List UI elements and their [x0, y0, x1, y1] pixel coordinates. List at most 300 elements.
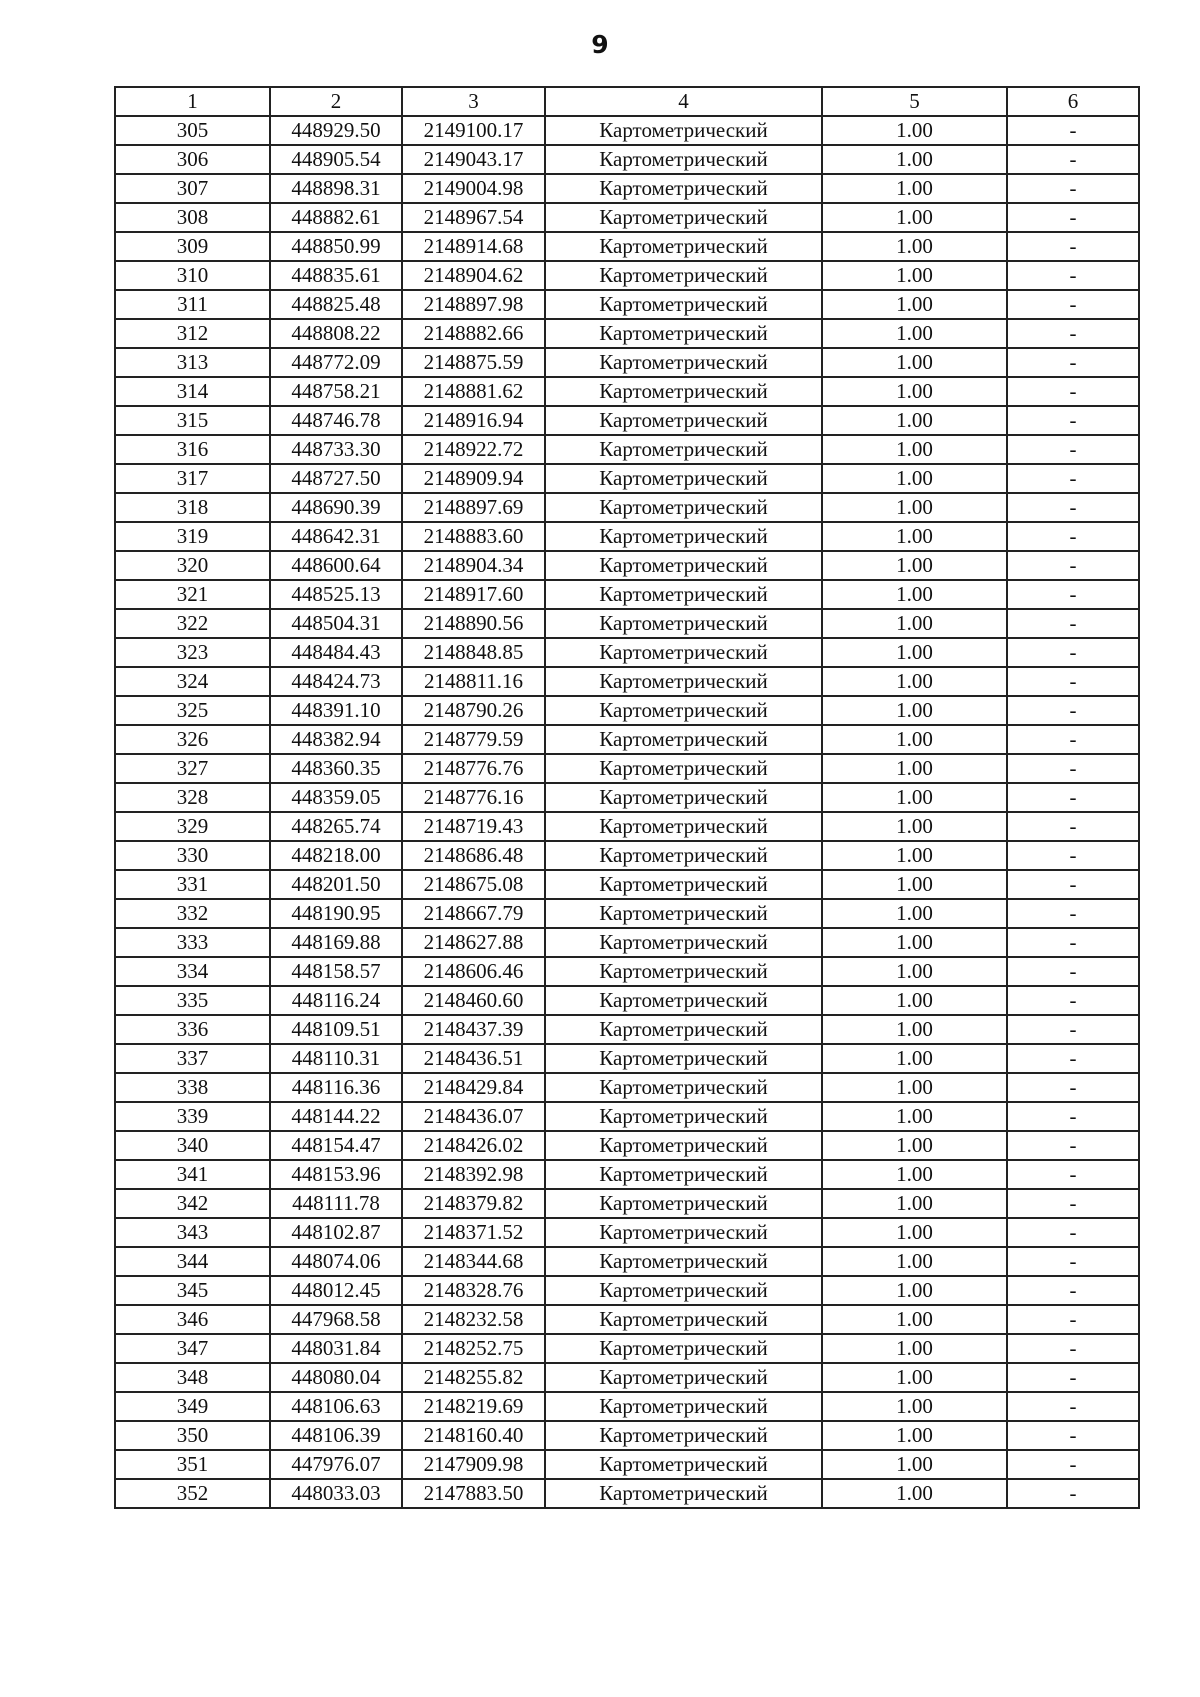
x-coordinate-cell: 448144.22 — [270, 1102, 402, 1131]
x-coordinate-cell: 448929.50 — [270, 116, 402, 145]
point-number-cell: 338 — [115, 1073, 270, 1102]
method-cell: Картометрический — [545, 145, 822, 174]
y-coordinate-cell: 2148776.76 — [402, 754, 545, 783]
column-header: 2 — [270, 87, 402, 116]
method-cell: Картометрический — [545, 493, 822, 522]
point-number-cell: 351 — [115, 1450, 270, 1479]
page-number: 9 — [591, 30, 609, 59]
method-cell: Картометрический — [545, 1073, 822, 1102]
table-row — [115, 638, 1139, 667]
note-cell: - — [1007, 203, 1139, 232]
y-coordinate-cell: 2148922.72 — [402, 435, 545, 464]
x-coordinate-cell: 448850.99 — [270, 232, 402, 261]
table-row — [115, 957, 1139, 986]
accuracy-cell: 1.00 — [822, 725, 1007, 754]
y-coordinate-cell: 2148909.94 — [402, 464, 545, 493]
point-number-cell: 331 — [115, 870, 270, 899]
x-coordinate-cell: 448102.87 — [270, 1218, 402, 1247]
x-coordinate-cell: 448360.35 — [270, 754, 402, 783]
accuracy-cell: 1.00 — [822, 464, 1007, 493]
method-cell: Картометрический — [545, 116, 822, 145]
note-cell: - — [1007, 1044, 1139, 1073]
note-cell: - — [1007, 174, 1139, 203]
point-number-cell: 330 — [115, 841, 270, 870]
point-number-cell: 347 — [115, 1334, 270, 1363]
note-cell: - — [1007, 522, 1139, 551]
x-coordinate-cell: 448109.51 — [270, 1015, 402, 1044]
note-cell: - — [1007, 116, 1139, 145]
y-coordinate-cell: 2148437.39 — [402, 1015, 545, 1044]
point-number-cell: 322 — [115, 609, 270, 638]
y-coordinate-cell: 2148255.82 — [402, 1363, 545, 1392]
accuracy-cell: 1.00 — [822, 812, 1007, 841]
table-row — [115, 551, 1139, 580]
accuracy-cell: 1.00 — [822, 261, 1007, 290]
table-row — [115, 899, 1139, 928]
method-cell: Картометрический — [545, 1247, 822, 1276]
note-cell: - — [1007, 464, 1139, 493]
table-row — [115, 609, 1139, 638]
method-cell: Картометрический — [545, 348, 822, 377]
note-cell: - — [1007, 870, 1139, 899]
accuracy-cell: 1.00 — [822, 1044, 1007, 1073]
note-cell: - — [1007, 1450, 1139, 1479]
accuracy-cell: 1.00 — [822, 1218, 1007, 1247]
note-cell: - — [1007, 1015, 1139, 1044]
note-cell: - — [1007, 1363, 1139, 1392]
accuracy-cell: 1.00 — [822, 377, 1007, 406]
method-cell: Картометрический — [545, 1218, 822, 1247]
table-row — [115, 174, 1139, 203]
y-coordinate-cell: 2149100.17 — [402, 116, 545, 145]
note-cell: - — [1007, 1073, 1139, 1102]
method-cell: Картометрический — [545, 928, 822, 957]
y-coordinate-cell: 2148779.59 — [402, 725, 545, 754]
point-number-cell: 352 — [115, 1479, 270, 1508]
point-number-cell: 319 — [115, 522, 270, 551]
note-cell: - — [1007, 696, 1139, 725]
note-cell: - — [1007, 406, 1139, 435]
y-coordinate-cell: 2148917.60 — [402, 580, 545, 609]
table-row — [115, 1189, 1139, 1218]
table-row — [115, 116, 1139, 145]
accuracy-cell: 1.00 — [822, 290, 1007, 319]
y-coordinate-cell: 2148776.16 — [402, 783, 545, 812]
point-number-cell: 306 — [115, 145, 270, 174]
table-row — [115, 1015, 1139, 1044]
x-coordinate-cell: 448525.13 — [270, 580, 402, 609]
accuracy-cell: 1.00 — [822, 696, 1007, 725]
y-coordinate-cell: 2148875.59 — [402, 348, 545, 377]
accuracy-cell: 1.00 — [822, 493, 1007, 522]
method-cell: Картометрический — [545, 464, 822, 493]
x-coordinate-cell: 448116.24 — [270, 986, 402, 1015]
accuracy-cell: 1.00 — [822, 870, 1007, 899]
method-cell: Картометрический — [545, 1334, 822, 1363]
table-row — [115, 1218, 1139, 1247]
method-cell: Картометрический — [545, 290, 822, 319]
table-row — [115, 319, 1139, 348]
x-coordinate-cell: 448727.50 — [270, 464, 402, 493]
y-coordinate-cell: 2148883.60 — [402, 522, 545, 551]
point-number-cell: 310 — [115, 261, 270, 290]
point-number-cell: 340 — [115, 1131, 270, 1160]
note-cell: - — [1007, 841, 1139, 870]
note-cell: - — [1007, 638, 1139, 667]
table-row — [115, 261, 1139, 290]
method-cell: Картометрический — [545, 174, 822, 203]
point-number-cell: 336 — [115, 1015, 270, 1044]
note-cell: - — [1007, 290, 1139, 319]
note-cell: - — [1007, 783, 1139, 812]
x-coordinate-cell: 448031.84 — [270, 1334, 402, 1363]
y-coordinate-cell: 2149004.98 — [402, 174, 545, 203]
y-coordinate-cell: 2148436.51 — [402, 1044, 545, 1073]
point-number-cell: 348 — [115, 1363, 270, 1392]
x-coordinate-cell: 448190.95 — [270, 899, 402, 928]
accuracy-cell: 1.00 — [822, 1363, 1007, 1392]
table-row — [115, 667, 1139, 696]
table-row — [115, 812, 1139, 841]
point-number-cell: 337 — [115, 1044, 270, 1073]
accuracy-cell: 1.00 — [822, 1334, 1007, 1363]
accuracy-cell: 1.00 — [822, 1160, 1007, 1189]
x-coordinate-cell: 448111.78 — [270, 1189, 402, 1218]
table-row — [115, 145, 1139, 174]
table-row — [115, 348, 1139, 377]
accuracy-cell: 1.00 — [822, 754, 1007, 783]
y-coordinate-cell: 2148606.46 — [402, 957, 545, 986]
accuracy-cell: 1.00 — [822, 435, 1007, 464]
y-coordinate-cell: 2148904.34 — [402, 551, 545, 580]
x-coordinate-cell: 448158.57 — [270, 957, 402, 986]
accuracy-cell: 1.00 — [822, 609, 1007, 638]
y-coordinate-cell: 2148252.75 — [402, 1334, 545, 1363]
note-cell: - — [1007, 1421, 1139, 1450]
method-cell: Картометрический — [545, 1363, 822, 1392]
table-row — [115, 464, 1139, 493]
method-cell: Картометрический — [545, 319, 822, 348]
point-number-cell: 339 — [115, 1102, 270, 1131]
x-coordinate-cell: 448074.06 — [270, 1247, 402, 1276]
table-row — [115, 696, 1139, 725]
method-cell: Картометрический — [545, 870, 822, 899]
accuracy-cell: 1.00 — [822, 406, 1007, 435]
method-cell: Картометрический — [545, 1276, 822, 1305]
method-cell: Картометрический — [545, 580, 822, 609]
y-coordinate-cell: 2148719.43 — [402, 812, 545, 841]
point-number-cell: 341 — [115, 1160, 270, 1189]
note-cell: - — [1007, 551, 1139, 580]
note-cell: - — [1007, 348, 1139, 377]
method-cell: Картометрический — [545, 696, 822, 725]
point-number-cell: 320 — [115, 551, 270, 580]
y-coordinate-cell: 2148897.98 — [402, 290, 545, 319]
accuracy-cell: 1.00 — [822, 551, 1007, 580]
note-cell: - — [1007, 725, 1139, 754]
note-cell: - — [1007, 812, 1139, 841]
note-cell: - — [1007, 928, 1139, 957]
table-row — [115, 406, 1139, 435]
x-coordinate-cell: 448106.63 — [270, 1392, 402, 1421]
method-cell: Картометрический — [545, 812, 822, 841]
method-cell: Картометрический — [545, 957, 822, 986]
x-coordinate-cell: 448080.04 — [270, 1363, 402, 1392]
accuracy-cell: 1.00 — [822, 174, 1007, 203]
x-coordinate-cell: 448218.00 — [270, 841, 402, 870]
note-cell: - — [1007, 232, 1139, 261]
table-row — [115, 290, 1139, 319]
x-coordinate-cell: 448825.48 — [270, 290, 402, 319]
point-number-cell: 317 — [115, 464, 270, 493]
accuracy-cell: 1.00 — [822, 319, 1007, 348]
table-row — [115, 1421, 1139, 1450]
y-coordinate-cell: 2148429.84 — [402, 1073, 545, 1102]
y-coordinate-cell: 2149043.17 — [402, 145, 545, 174]
point-number-cell: 343 — [115, 1218, 270, 1247]
table-row — [115, 1276, 1139, 1305]
point-number-cell: 318 — [115, 493, 270, 522]
table-row — [115, 1392, 1139, 1421]
table-row — [115, 928, 1139, 957]
x-coordinate-cell: 448106.39 — [270, 1421, 402, 1450]
y-coordinate-cell: 2148627.88 — [402, 928, 545, 957]
x-coordinate-cell: 448746.78 — [270, 406, 402, 435]
point-number-cell: 305 — [115, 116, 270, 145]
table-row — [115, 1102, 1139, 1131]
y-coordinate-cell: 2148882.66 — [402, 319, 545, 348]
y-coordinate-cell: 2148160.40 — [402, 1421, 545, 1450]
table-row — [115, 522, 1139, 551]
note-cell: - — [1007, 1102, 1139, 1131]
point-number-cell: 324 — [115, 667, 270, 696]
table-row — [115, 1073, 1139, 1102]
table-row — [115, 435, 1139, 464]
y-coordinate-cell: 2148219.69 — [402, 1392, 545, 1421]
table-row — [115, 1160, 1139, 1189]
accuracy-cell: 1.00 — [822, 1073, 1007, 1102]
y-coordinate-cell: 2148914.68 — [402, 232, 545, 261]
x-coordinate-cell: 448642.31 — [270, 522, 402, 551]
point-number-cell: 316 — [115, 435, 270, 464]
method-cell: Картометрический — [545, 1450, 822, 1479]
x-coordinate-cell: 448690.39 — [270, 493, 402, 522]
note-cell: - — [1007, 1189, 1139, 1218]
method-cell: Картометрический — [545, 609, 822, 638]
accuracy-cell: 1.00 — [822, 348, 1007, 377]
method-cell: Картометрический — [545, 841, 822, 870]
method-cell: Картометрический — [545, 1479, 822, 1508]
y-coordinate-cell: 2148426.02 — [402, 1131, 545, 1160]
x-coordinate-cell: 448882.61 — [270, 203, 402, 232]
note-cell: - — [1007, 1334, 1139, 1363]
y-coordinate-cell: 2148790.26 — [402, 696, 545, 725]
table-row — [115, 232, 1139, 261]
x-coordinate-cell: 448484.43 — [270, 638, 402, 667]
table-row — [115, 841, 1139, 870]
x-coordinate-cell: 448898.31 — [270, 174, 402, 203]
point-number-cell: 349 — [115, 1392, 270, 1421]
method-cell: Картометрический — [545, 522, 822, 551]
method-cell: Картометрический — [545, 203, 822, 232]
x-coordinate-cell: 448772.09 — [270, 348, 402, 377]
x-coordinate-cell: 448835.61 — [270, 261, 402, 290]
x-coordinate-cell: 448733.30 — [270, 435, 402, 464]
method-cell: Картометрический — [545, 899, 822, 928]
method-cell: Картометрический — [545, 1160, 822, 1189]
x-coordinate-cell: 448012.45 — [270, 1276, 402, 1305]
table-row — [115, 1247, 1139, 1276]
y-coordinate-cell: 2148675.08 — [402, 870, 545, 899]
method-cell: Картометрический — [545, 1421, 822, 1450]
accuracy-cell: 1.00 — [822, 116, 1007, 145]
point-number-cell: 350 — [115, 1421, 270, 1450]
point-number-cell: 313 — [115, 348, 270, 377]
accuracy-cell: 1.00 — [822, 1421, 1007, 1450]
y-coordinate-cell: 2148904.62 — [402, 261, 545, 290]
point-number-cell: 308 — [115, 203, 270, 232]
x-coordinate-cell: 448424.73 — [270, 667, 402, 696]
note-cell: - — [1007, 986, 1139, 1015]
y-coordinate-cell: 2148460.60 — [402, 986, 545, 1015]
accuracy-cell: 1.00 — [822, 1015, 1007, 1044]
accuracy-cell: 1.00 — [822, 1131, 1007, 1160]
method-cell: Картометрический — [545, 667, 822, 696]
method-cell: Картометрический — [545, 406, 822, 435]
note-cell: - — [1007, 957, 1139, 986]
column-header: 6 — [1007, 87, 1139, 116]
point-number-cell: 333 — [115, 928, 270, 957]
method-cell: Картометрический — [545, 1189, 822, 1218]
accuracy-cell: 1.00 — [822, 232, 1007, 261]
point-number-cell: 342 — [115, 1189, 270, 1218]
table-row — [115, 783, 1139, 812]
accuracy-cell: 1.00 — [822, 1392, 1007, 1421]
column-header: 3 — [402, 87, 545, 116]
accuracy-cell: 1.00 — [822, 1305, 1007, 1334]
table-row — [115, 1044, 1139, 1073]
point-number-cell: 314 — [115, 377, 270, 406]
x-coordinate-cell: 448033.03 — [270, 1479, 402, 1508]
y-coordinate-cell: 2148371.52 — [402, 1218, 545, 1247]
note-cell: - — [1007, 1160, 1139, 1189]
x-coordinate-cell: 448382.94 — [270, 725, 402, 754]
x-coordinate-cell: 447976.07 — [270, 1450, 402, 1479]
accuracy-cell: 1.00 — [822, 522, 1007, 551]
note-cell: - — [1007, 377, 1139, 406]
x-coordinate-cell: 448265.74 — [270, 812, 402, 841]
note-cell: - — [1007, 1305, 1139, 1334]
note-cell: - — [1007, 145, 1139, 174]
point-number-cell: 332 — [115, 899, 270, 928]
method-cell: Картометрический — [545, 1131, 822, 1160]
note-cell: - — [1007, 667, 1139, 696]
method-cell: Картометрический — [545, 232, 822, 261]
point-number-cell: 323 — [115, 638, 270, 667]
y-coordinate-cell: 2148916.94 — [402, 406, 545, 435]
accuracy-cell: 1.00 — [822, 1189, 1007, 1218]
point-number-cell: 309 — [115, 232, 270, 261]
accuracy-cell: 1.00 — [822, 203, 1007, 232]
table-row — [115, 580, 1139, 609]
column-header: 5 — [822, 87, 1007, 116]
header-row — [115, 87, 1139, 116]
point-number-cell: 334 — [115, 957, 270, 986]
table-row — [115, 1479, 1139, 1508]
accuracy-cell: 1.00 — [822, 841, 1007, 870]
column-header: 1 — [115, 87, 270, 116]
accuracy-cell: 1.00 — [822, 1479, 1007, 1508]
table-row — [115, 1305, 1139, 1334]
note-cell: - — [1007, 261, 1139, 290]
method-cell: Картометрический — [545, 725, 822, 754]
note-cell: - — [1007, 1247, 1139, 1276]
method-cell: Картометрический — [545, 1102, 822, 1131]
note-cell: - — [1007, 319, 1139, 348]
accuracy-cell: 1.00 — [822, 928, 1007, 957]
x-coordinate-cell: 448116.36 — [270, 1073, 402, 1102]
y-coordinate-cell: 2148667.79 — [402, 899, 545, 928]
point-number-cell: 346 — [115, 1305, 270, 1334]
method-cell: Картометрический — [545, 1044, 822, 1073]
note-cell: - — [1007, 1479, 1139, 1508]
point-number-cell: 312 — [115, 319, 270, 348]
coordinates-table — [114, 86, 1140, 1509]
y-coordinate-cell: 2148328.76 — [402, 1276, 545, 1305]
accuracy-cell: 1.00 — [822, 1450, 1007, 1479]
method-cell: Картометрический — [545, 1305, 822, 1334]
x-coordinate-cell: 448110.31 — [270, 1044, 402, 1073]
accuracy-cell: 1.00 — [822, 145, 1007, 174]
point-number-cell: 327 — [115, 754, 270, 783]
table-row — [115, 986, 1139, 1015]
note-cell: - — [1007, 493, 1139, 522]
note-cell: - — [1007, 899, 1139, 928]
y-coordinate-cell: 2148848.85 — [402, 638, 545, 667]
x-coordinate-cell: 448201.50 — [270, 870, 402, 899]
note-cell: - — [1007, 1392, 1139, 1421]
x-coordinate-cell: 448504.31 — [270, 609, 402, 638]
x-coordinate-cell: 448153.96 — [270, 1160, 402, 1189]
y-coordinate-cell: 2147883.50 — [402, 1479, 545, 1508]
x-coordinate-cell: 447968.58 — [270, 1305, 402, 1334]
y-coordinate-cell: 2148392.98 — [402, 1160, 545, 1189]
point-number-cell: 325 — [115, 696, 270, 725]
accuracy-cell: 1.00 — [822, 986, 1007, 1015]
x-coordinate-cell: 448905.54 — [270, 145, 402, 174]
x-coordinate-cell: 448169.88 — [270, 928, 402, 957]
table-body — [115, 116, 1139, 1508]
accuracy-cell: 1.00 — [822, 667, 1007, 696]
y-coordinate-cell: 2148686.48 — [402, 841, 545, 870]
x-coordinate-cell: 448758.21 — [270, 377, 402, 406]
point-number-cell: 307 — [115, 174, 270, 203]
note-cell: - — [1007, 609, 1139, 638]
table-row — [115, 754, 1139, 783]
accuracy-cell: 1.00 — [822, 1276, 1007, 1305]
table-row — [115, 1131, 1139, 1160]
point-number-cell: 315 — [115, 406, 270, 435]
table-row — [115, 870, 1139, 899]
y-coordinate-cell: 2148344.68 — [402, 1247, 545, 1276]
method-cell: Картометрический — [545, 783, 822, 812]
note-cell: - — [1007, 754, 1139, 783]
accuracy-cell: 1.00 — [822, 1102, 1007, 1131]
table-row — [115, 203, 1139, 232]
method-cell: Картометрический — [545, 261, 822, 290]
x-coordinate-cell: 448391.10 — [270, 696, 402, 725]
y-coordinate-cell: 2148232.58 — [402, 1305, 545, 1334]
